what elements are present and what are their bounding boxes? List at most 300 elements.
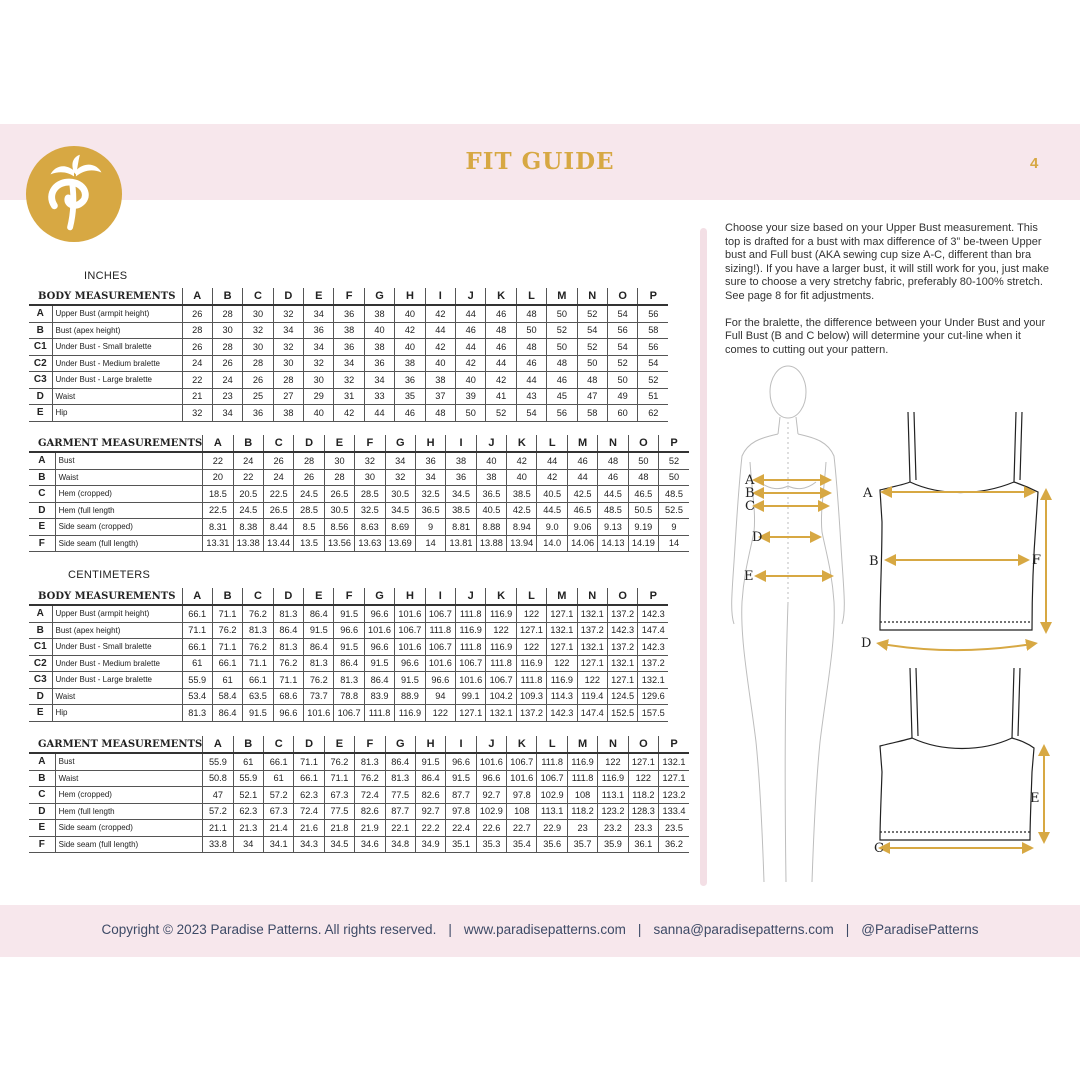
measurement-value: 137.2 [577, 622, 607, 639]
measurement-value: 40 [364, 322, 394, 339]
measurement-value: 36.5 [476, 486, 506, 503]
measurement-label: Under Bust - Small bralette [52, 339, 182, 356]
measurement-value: 142.3 [607, 622, 637, 639]
measurement-value: 91.5 [446, 770, 476, 787]
measurement-value: 13.81 [446, 535, 476, 552]
measurement-value: 87.7 [385, 803, 415, 820]
size-header: F [334, 288, 364, 305]
measurement-label: Hem (cropped) [55, 787, 203, 804]
measurement-value: 34.5 [446, 486, 476, 503]
measurement-value: 38 [476, 469, 506, 486]
measurement-value: 62.3 [294, 787, 324, 804]
measurement-value: 76.2 [355, 770, 385, 787]
description-paragraph-size: Choose your size based on your Upper Bust measurement. This top is drafted for a bust with max difference of 3” be-tween Upper bust and Full bust (AKA sewing cup size A-C, different than bra sizing!). If you have a larger bust, it will still work for you, just make sure to choose a very stretchy fabric, preferably 80-100% stretch. See page 8 for fit adjustments. [725, 222, 1050, 302]
measurement-label: Bust (apex height) [52, 322, 182, 339]
cm-body-measurements-table [29, 588, 668, 722]
measurement-value: 91.5 [334, 639, 364, 656]
measurement-label: Side seam (full length) [55, 836, 203, 853]
size-header: K [486, 288, 516, 305]
measurement-value: 23 [567, 820, 597, 837]
measurement-value: 44 [567, 469, 597, 486]
measurement-value: 157.5 [638, 705, 668, 722]
measurement-value: 66.1 [182, 605, 212, 622]
table-row [29, 372, 668, 389]
measurement-value: 52 [659, 452, 689, 469]
measurement-code: A [29, 452, 55, 469]
measurement-value: 48.5 [659, 486, 689, 503]
measurement-value: 50 [547, 305, 577, 322]
table-header-row [29, 288, 668, 305]
measurement-value: 14 [415, 535, 445, 552]
measurement-value: 116.9 [567, 753, 597, 770]
measurement-value: 35.7 [567, 836, 597, 853]
size-header: J [476, 736, 506, 753]
measurement-value: 127.1 [547, 605, 577, 622]
measurement-value: 28.5 [294, 502, 324, 519]
measurement-value: 127.1 [577, 655, 607, 672]
size-header: P [659, 435, 689, 452]
measurement-value: 132.1 [659, 753, 689, 770]
measurement-value: 47 [203, 787, 233, 804]
measurement-value: 53.4 [182, 688, 212, 705]
size-header: O [628, 435, 658, 452]
measurement-value: 33.8 [203, 836, 233, 853]
measurement-code: B [29, 770, 55, 787]
tank-label-b: B [869, 554, 879, 569]
footer-email-link[interactable]: sanna@paradisepatterns.com [653, 922, 834, 937]
table-row [29, 672, 668, 689]
measurement-value: 137.2 [516, 705, 546, 722]
measurement-value: 82.6 [415, 787, 445, 804]
measurement-value: 78.8 [334, 688, 364, 705]
measurement-value: 127.1 [456, 705, 486, 722]
measurement-code: C3 [29, 372, 52, 389]
measurement-value: 129.6 [638, 688, 668, 705]
measurement-label: Side seam (cropped) [55, 820, 203, 837]
measurement-value: 32.5 [415, 486, 445, 503]
footer [0, 922, 1080, 937]
measurement-code: C [29, 787, 55, 804]
measurement-value: 9.06 [567, 519, 597, 536]
table-row [29, 388, 668, 405]
size-header: D [294, 435, 324, 452]
size-header: G [385, 435, 415, 452]
measurement-value: 8.38 [233, 519, 263, 536]
measurement-value: 22.5 [263, 486, 293, 503]
measurement-value: 116.9 [395, 705, 425, 722]
table-row [29, 639, 668, 656]
measurement-value: 122 [547, 655, 577, 672]
measurement-value: 51 [638, 388, 668, 405]
measurement-value: 71.1 [324, 770, 354, 787]
footer-website-link[interactable]: www.paradisepatterns.com [463, 922, 626, 937]
measurement-value: 8.88 [476, 519, 506, 536]
measurement-value: 137.2 [607, 605, 637, 622]
measurement-label: Hem (cropped) [55, 486, 203, 503]
measurement-value: 50.8 [203, 770, 233, 787]
measurement-value: 20.5 [233, 486, 263, 503]
measurement-value: 57.2 [203, 803, 233, 820]
measurement-value: 72.4 [355, 787, 385, 804]
size-header: I [425, 288, 455, 305]
measurement-label: Waist [55, 469, 203, 486]
measurement-value: 55.9 [182, 672, 212, 689]
figure-label-b: B [745, 486, 755, 501]
measurement-value: 8.81 [446, 519, 476, 536]
measurement-value: 38 [446, 452, 476, 469]
measurement-value: 102.9 [476, 803, 506, 820]
measurement-value: 8.69 [385, 519, 415, 536]
size-header: M [547, 588, 577, 605]
measurement-value: 40 [476, 452, 506, 469]
measurement-value: 142.3 [638, 605, 668, 622]
body-croquis [732, 366, 845, 882]
measurement-value: 91.5 [334, 605, 364, 622]
measurement-value: 42 [507, 452, 537, 469]
measurement-value: 9.13 [598, 519, 628, 536]
measurement-value: 49 [607, 388, 637, 405]
size-header: A [203, 736, 233, 753]
measurement-code: B [29, 322, 52, 339]
measurement-value: 113.1 [537, 803, 567, 820]
measurement-value: 77.5 [385, 787, 415, 804]
measurement-value: 28 [294, 452, 324, 469]
table-row [29, 502, 689, 519]
measurement-value: 102.9 [537, 787, 567, 804]
footer-separator: | [845, 922, 850, 937]
measurement-value: 81.3 [334, 672, 364, 689]
measurement-value: 52 [607, 355, 637, 372]
measurement-value: 96.6 [476, 770, 506, 787]
measurement-value: 9.19 [628, 519, 658, 536]
footer-copyright: Copyright © 2023 Paradise Patterns. All rights reserved. [101, 922, 437, 937]
tank-label-a: A [863, 486, 873, 501]
size-header: H [415, 435, 445, 452]
measurement-value: 122 [516, 605, 546, 622]
measurement-value: 55.9 [233, 770, 263, 787]
size-header: K [486, 588, 516, 605]
measurement-value: 36 [334, 339, 364, 356]
measurement-value: 83.9 [364, 688, 394, 705]
measurement-value: 111.8 [567, 770, 597, 787]
measurement-value: 76.2 [212, 622, 242, 639]
table-row [29, 535, 689, 552]
table-row [29, 605, 668, 622]
measurement-value: 91.5 [395, 672, 425, 689]
footer-separator: | [637, 922, 642, 937]
crop-label-c: C [874, 841, 884, 856]
measurement-value: 124.5 [607, 688, 637, 705]
measurement-value: 14.19 [628, 535, 658, 552]
inches-garment-measurements-table [29, 435, 689, 552]
measurement-value: 48 [577, 372, 607, 389]
size-header: I [446, 736, 476, 753]
measurement-value: 116.9 [516, 655, 546, 672]
measurement-value: 127.1 [516, 622, 546, 639]
measurement-value: 71.1 [243, 655, 273, 672]
measurement-value: 123.2 [598, 803, 628, 820]
measurement-value: 119.4 [577, 688, 607, 705]
measurement-value: 114.3 [547, 688, 577, 705]
measurement-value: 36 [446, 469, 476, 486]
size-header: L [537, 435, 567, 452]
measurement-value: 132.1 [607, 655, 637, 672]
measurement-value: 34 [415, 469, 445, 486]
measurement-value: 54 [516, 405, 546, 422]
measurement-value: 52.5 [659, 502, 689, 519]
measurement-code: C2 [29, 355, 52, 372]
measurement-value: 35.6 [537, 836, 567, 853]
measurement-value: 22 [233, 469, 263, 486]
measurement-value: 132.1 [577, 605, 607, 622]
measurement-value: 26 [182, 305, 212, 322]
measurement-value: 48 [547, 355, 577, 372]
column-divider [700, 228, 707, 886]
measurement-value: 50 [547, 339, 577, 356]
measurement-value: 14 [659, 535, 689, 552]
measurement-value: 13.38 [233, 535, 263, 552]
measurement-value: 38.5 [507, 486, 537, 503]
measurement-code: C2 [29, 655, 52, 672]
measurement-value: 128.3 [628, 803, 658, 820]
measurement-value: 122 [628, 770, 658, 787]
measurement-value: 142.3 [547, 705, 577, 722]
size-header: A [203, 435, 233, 452]
measurement-value: 71.1 [294, 753, 324, 770]
size-header: L [537, 736, 567, 753]
crop-label-e: E [1030, 791, 1040, 806]
measurement-value: 40.5 [537, 486, 567, 503]
measurement-value: 76.2 [273, 655, 303, 672]
table-row [29, 688, 668, 705]
measurement-value: 66.1 [263, 753, 293, 770]
table-row [29, 405, 668, 422]
measurement-value: 22.6 [476, 820, 506, 837]
measurement-value: 58 [577, 405, 607, 422]
measurement-value: 35 [395, 388, 425, 405]
measurement-value: 60 [607, 405, 637, 422]
measurement-value: 50.5 [628, 502, 658, 519]
measurement-value: 42 [456, 355, 486, 372]
measurement-value: 24 [212, 372, 242, 389]
measurement-label: Side seam (cropped) [55, 519, 203, 536]
measurement-value: 36.2 [659, 836, 689, 853]
table-heading: GARMENT MEASUREMENTS [29, 736, 203, 753]
measurement-value: 14.06 [567, 535, 597, 552]
measurement-value: 52 [577, 305, 607, 322]
measurement-value: 44 [364, 405, 394, 422]
table-row [29, 622, 668, 639]
tank-measure-lines [882, 492, 1046, 650]
measurement-value: 101.6 [395, 605, 425, 622]
measurement-label: Hip [52, 405, 182, 422]
measurement-value: 122 [577, 672, 607, 689]
measurement-value: 30 [273, 355, 303, 372]
size-header: C [263, 736, 293, 753]
size-header: E [304, 588, 334, 605]
measurement-value: 61 [212, 672, 242, 689]
figure-measure-lines [758, 480, 828, 576]
measurement-code: E [29, 820, 55, 837]
size-header: O [607, 288, 637, 305]
measurement-value: 48 [486, 322, 516, 339]
table-row [29, 836, 689, 853]
measurement-value: 34 [364, 372, 394, 389]
measurement-value: 116.9 [486, 639, 516, 656]
measurement-code: F [29, 836, 55, 853]
measurement-value: 86.4 [415, 770, 445, 787]
size-header: B [212, 588, 242, 605]
measurement-code: A [29, 753, 55, 770]
footer-social-link[interactable]: @ParadisePatterns [861, 922, 979, 937]
table-row [29, 355, 668, 372]
measurement-value: 42 [425, 305, 455, 322]
measurement-value: 116.9 [598, 770, 628, 787]
measurement-value: 52 [577, 339, 607, 356]
measurement-illustration [720, 362, 1060, 892]
measurement-value: 36 [243, 405, 273, 422]
size-header: P [638, 288, 668, 305]
measurement-value: 71.1 [273, 672, 303, 689]
measurement-value: 86.4 [304, 605, 334, 622]
measurement-value: 9 [415, 519, 445, 536]
measurement-value: 34 [334, 355, 364, 372]
measurement-value: 35.3 [476, 836, 506, 853]
centimeters-label: CENTIMETERS [68, 569, 151, 581]
size-header: B [233, 736, 263, 753]
measurement-value: 46 [456, 322, 486, 339]
measurement-value: 72.4 [294, 803, 324, 820]
measurement-value: 71.1 [182, 622, 212, 639]
measurement-code: C3 [29, 672, 52, 689]
measurement-value: 127.1 [628, 753, 658, 770]
measurement-value: 66.1 [243, 672, 273, 689]
measurement-value: 22.2 [415, 820, 445, 837]
size-header: D [273, 288, 303, 305]
measurement-value: 46.5 [628, 486, 658, 503]
size-header: N [598, 435, 628, 452]
measurement-value: 21 [182, 388, 212, 405]
measurement-value: 66.1 [182, 639, 212, 656]
measurement-value: 46 [486, 339, 516, 356]
size-header: C [243, 288, 273, 305]
measurement-value: 106.7 [395, 622, 425, 639]
measurement-value: 30 [212, 322, 242, 339]
size-header: N [598, 736, 628, 753]
measurement-value: 52 [638, 372, 668, 389]
measurement-value: 36 [364, 355, 394, 372]
measurement-value: 8.94 [507, 519, 537, 536]
measurement-value: 24 [182, 355, 212, 372]
measurement-value: 96.6 [395, 655, 425, 672]
measurement-value: 34 [273, 322, 303, 339]
measurement-value: 111.8 [516, 672, 546, 689]
measurement-value: 26 [243, 372, 273, 389]
table-row [29, 770, 689, 787]
measurement-value: 46 [547, 372, 577, 389]
page-number: 4 [1030, 155, 1039, 172]
table-row [29, 655, 668, 672]
measurement-value: 122 [425, 705, 455, 722]
size-header: M [567, 435, 597, 452]
measurement-value: 96.6 [364, 639, 394, 656]
measurement-value: 30.5 [324, 502, 354, 519]
measurement-value: 63.5 [243, 688, 273, 705]
measurement-value: 81.3 [273, 605, 303, 622]
measurement-code: E [29, 705, 52, 722]
measurement-value: 104.2 [486, 688, 516, 705]
measurement-value: 42.5 [507, 502, 537, 519]
measurement-value: 48 [516, 305, 546, 322]
size-header: A [182, 288, 212, 305]
measurement-value: 81.3 [304, 655, 334, 672]
measurement-value: 82.6 [355, 803, 385, 820]
measurement-value: 152.5 [607, 705, 637, 722]
measurement-value: 13.88 [476, 535, 506, 552]
measurement-label: Hem (full length [55, 502, 203, 519]
measurement-value: 61 [233, 753, 263, 770]
footer-separator: | [448, 922, 452, 937]
measurement-value: 38 [425, 372, 455, 389]
measurement-value: 91.5 [415, 753, 445, 770]
table-heading: GARMENT MEASUREMENTS [29, 435, 203, 452]
measurement-value: 48 [516, 339, 546, 356]
measurement-value: 76.2 [304, 672, 334, 689]
table-row [29, 469, 689, 486]
measurement-value: 21.1 [203, 820, 233, 837]
table-row [29, 519, 689, 536]
measurement-value: 36 [415, 452, 445, 469]
measurement-value: 46 [567, 452, 597, 469]
measurement-value: 34 [385, 452, 415, 469]
measurement-value: 22.1 [385, 820, 415, 837]
measurement-value: 23 [212, 388, 242, 405]
measurement-value: 26 [294, 469, 324, 486]
measurement-value: 8.5 [294, 519, 324, 536]
measurement-code: F [29, 535, 55, 552]
size-header: H [395, 588, 425, 605]
size-header: L [516, 288, 546, 305]
measurement-value: 91.5 [243, 705, 273, 722]
measurement-value: 44 [516, 372, 546, 389]
measurement-value: 137.2 [638, 655, 668, 672]
measurement-label: Bust (apex height) [52, 622, 182, 639]
measurement-value: 30.5 [385, 486, 415, 503]
measurement-value: 44 [456, 305, 486, 322]
measurement-value: 34 [212, 405, 242, 422]
measurement-value: 22.5 [203, 502, 233, 519]
measurement-value: 108 [567, 787, 597, 804]
table-row [29, 452, 689, 469]
measurement-value: 38.5 [446, 502, 476, 519]
size-header: M [547, 288, 577, 305]
measurement-value: 42.5 [567, 486, 597, 503]
size-header: G [364, 288, 394, 305]
size-header: I [446, 435, 476, 452]
measurement-value: 88.9 [395, 688, 425, 705]
measurement-value: 46 [486, 305, 516, 322]
measurement-value: 8.63 [355, 519, 385, 536]
measurement-value: 48.5 [598, 502, 628, 519]
measurement-value: 42 [486, 372, 516, 389]
measurement-value: 106.7 [425, 639, 455, 656]
measurement-value: 23.5 [659, 820, 689, 837]
measurement-value: 54 [577, 322, 607, 339]
size-header: J [456, 288, 486, 305]
measurement-value: 26 [263, 452, 293, 469]
measurement-value: 61 [263, 770, 293, 787]
measurement-value: 58 [638, 322, 668, 339]
